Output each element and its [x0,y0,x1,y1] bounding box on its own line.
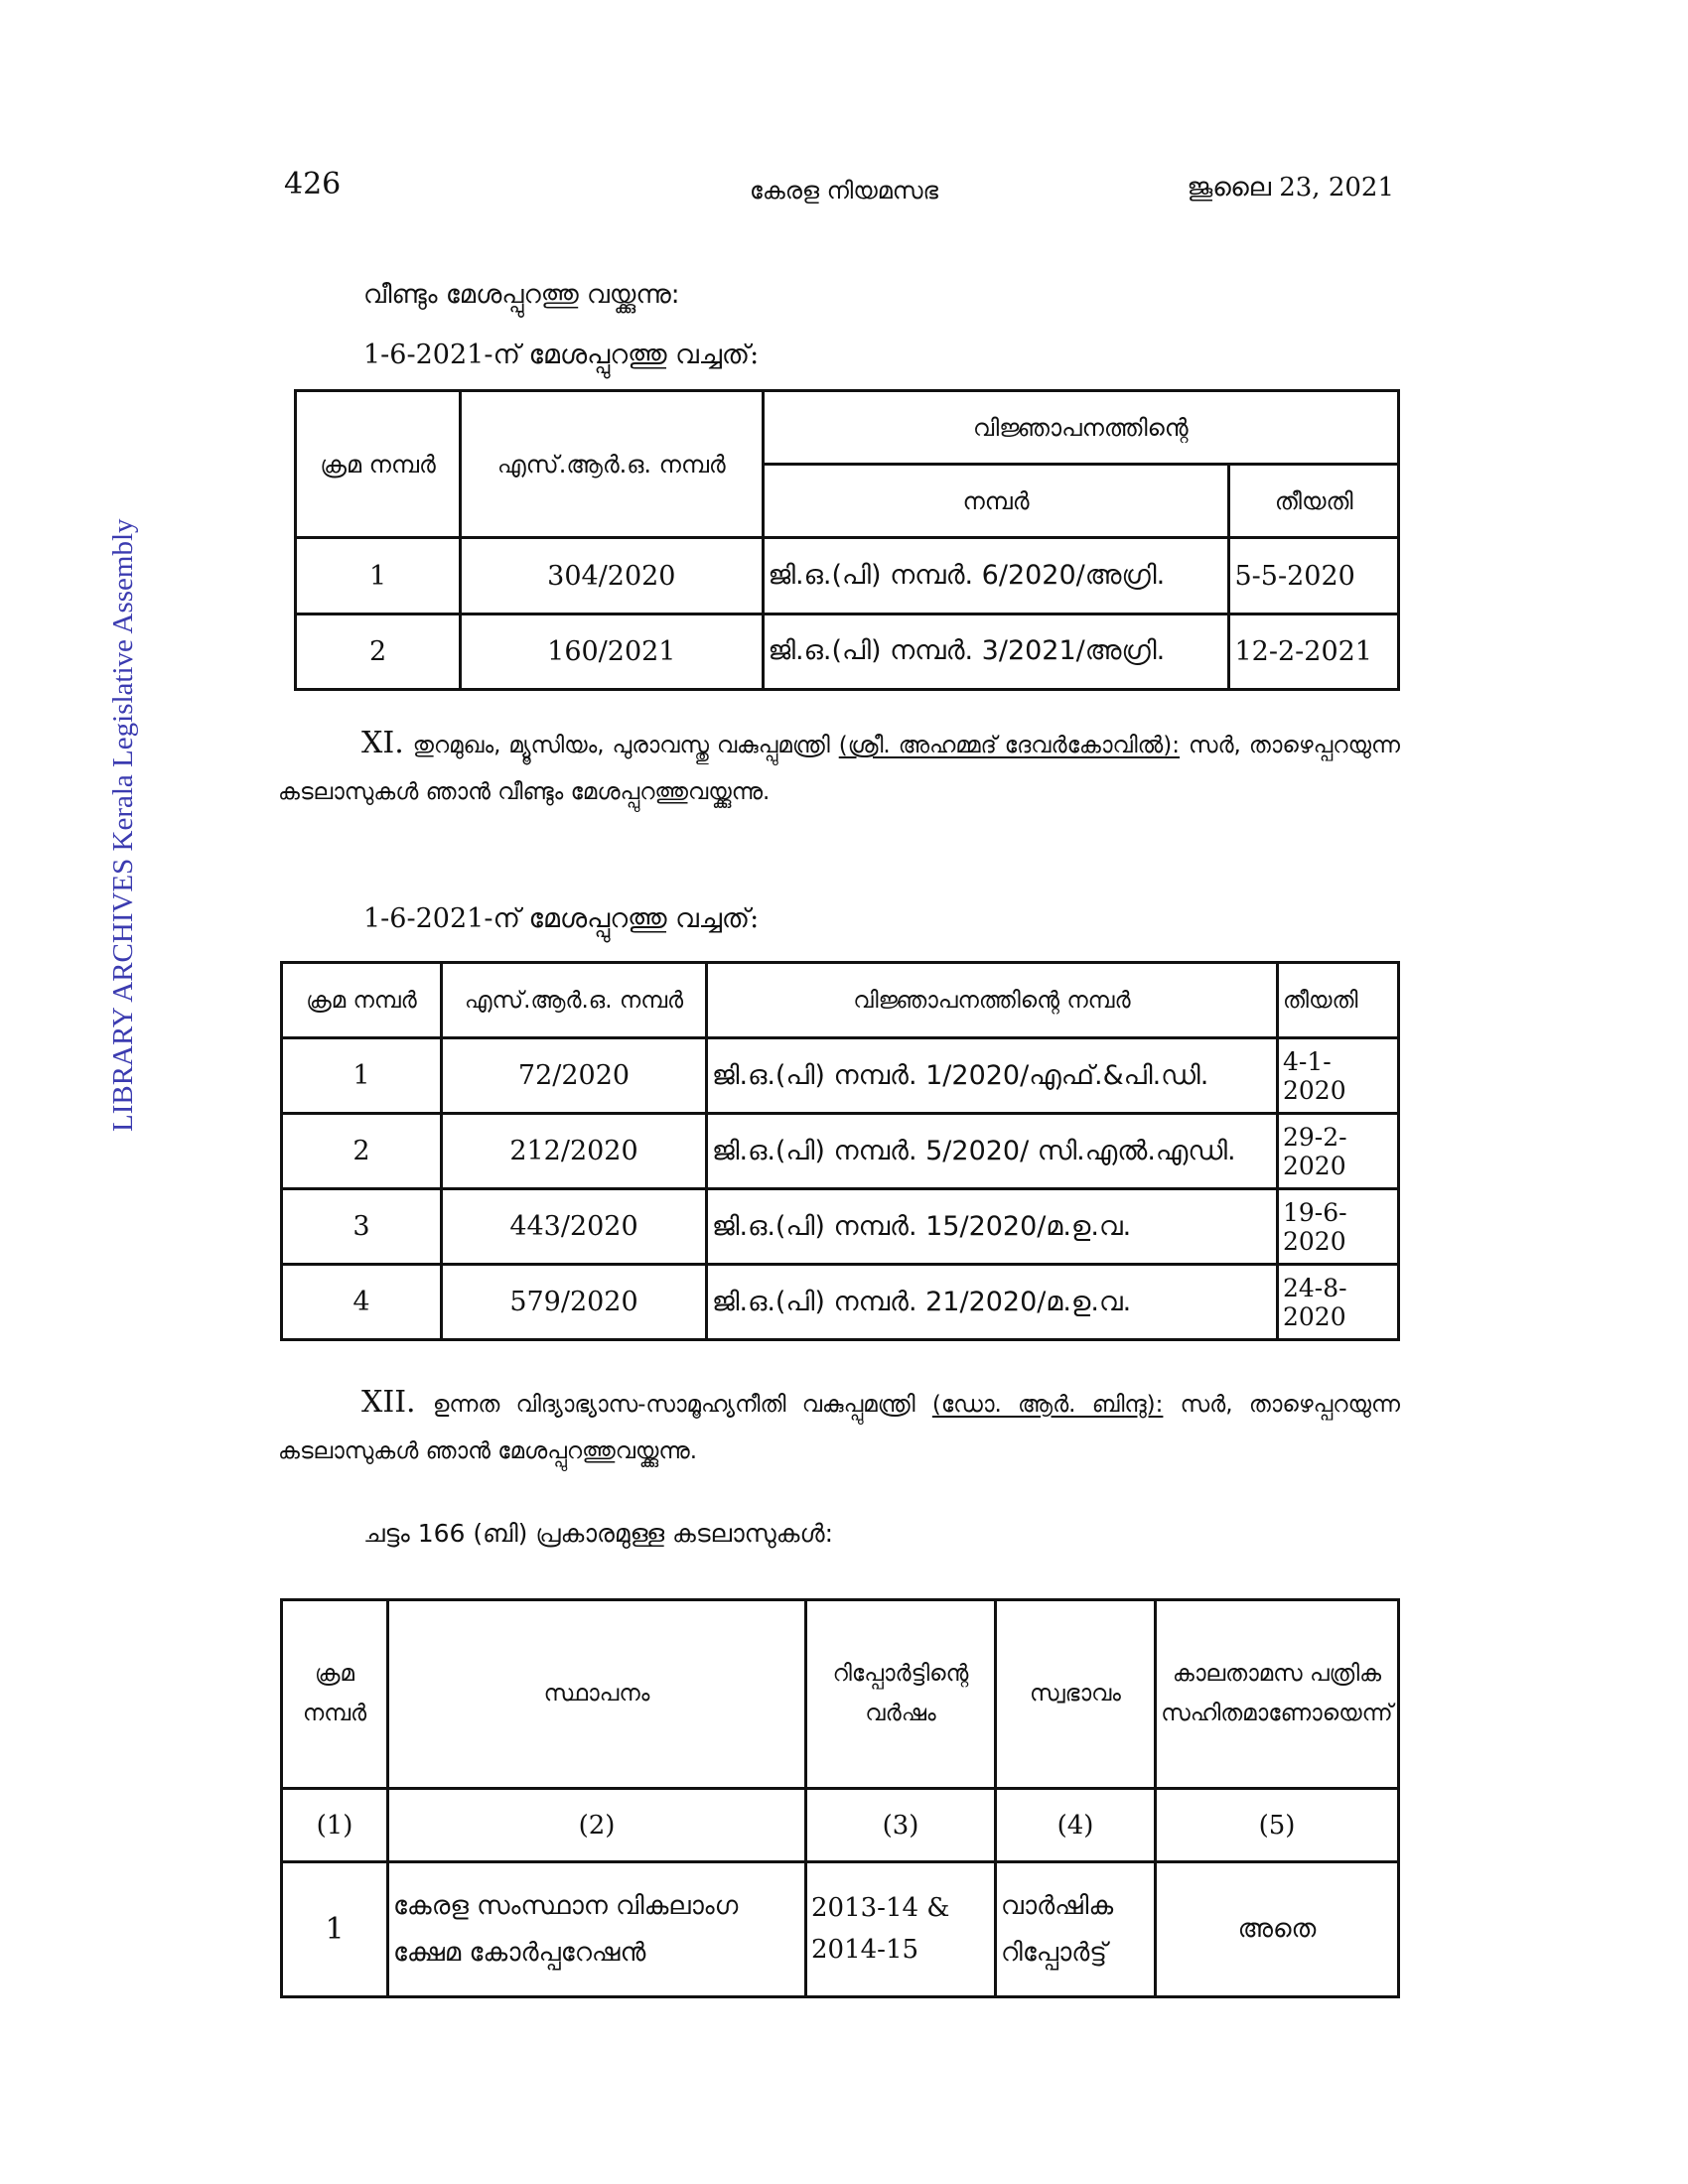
section2-number: XI. [361,726,404,760]
section2-minister: (ശ്രീ. അഹമ്മദ് ദേവർകോവിൽ): [838,733,1181,758]
col2-header: സ്ഥാപനം [388,1600,806,1789]
cell-sro: 579/2020 [442,1265,707,1340]
col-sro-header: എസ്.ആർ.ഒ. നമ്പർ [442,963,707,1038]
section1-intro: വീണ്ടും മേശപ്പുറത്തു വയ്ക്കുന്നു: [363,280,680,310]
col3-index: (3) [806,1789,996,1862]
col3-header: റിപ്പോർട്ടിന്റെ വർഷം [806,1600,996,1789]
section2-ministry: തുറമുഖം, മ്യൂസിയം, പുരാവസ്തു വകുപ്പുമന്ത്രി [412,733,830,758]
col1-header: ക്രമ നമ്പർ [282,1600,388,1789]
cell-institution: കേരള സംസ്ഥാന വികലാംഗ ക്ഷേമ കോർപ്പറേഷൻ [388,1862,806,1997]
section3-minister: (ഡോ. ആർ. ബിന്ദു): [931,1392,1164,1418]
col-serial-header: ക്രമ നമ്പർ [296,391,461,538]
cell-serial: 2 [282,1114,442,1189]
cell-number: ജി.ഒ.(പി) നമ്പർ. 5/2020/ സി.എൽ.എഡി. [707,1114,1278,1189]
table-row [296,614,1399,689]
cell-date: 5-5-2020 [1229,538,1399,614]
table-section3 [280,1598,1400,1998]
cell-sro: 160/2021 [461,614,763,689]
table-section2 [280,961,1400,1341]
cell-sro: 212/2020 [442,1114,707,1189]
cell-sro: 304/2020 [461,538,763,614]
table-row [282,1114,1399,1189]
cell-serial: 1 [282,1038,442,1114]
section3-number: XII. [361,1385,416,1420]
table-row [282,1862,1399,1997]
cell-serial: 1 [282,1862,388,1997]
section3-text: സർ, താഴെപ്പറയുന്ന കടലാസുകൾ ഞാൻ മേശപ്പുറത്തുവയ്ക്കുന്നു. [278,1392,1400,1464]
cell-number: ജി.ഒ.(പി) നമ്പർ. 15/2020/മ.ഉ.വ. [707,1189,1278,1265]
table-row [282,1189,1399,1265]
cell-date: 24-8-2020 [1278,1265,1399,1340]
col5-index: (5) [1156,1789,1399,1862]
table-row [296,538,1399,614]
col5-header: കാലതാമസ പത്രിക സഹിതമാണോയെന്ന് [1156,1600,1399,1789]
cell-number: ജി.ഒ.(പി) നമ്പർ. 1/2020/എഫ്.&പി.ഡി. [707,1038,1278,1114]
table-row [282,1265,1399,1340]
cell-sro: 72/2020 [442,1038,707,1114]
section2-text: സർ, താഴെപ്പറയുന്ന കടലാസുകൾ ഞാൻ വീണ്ടും മേശപ്പുറത്തുവയ്ക്കുന്നു. [278,733,1400,805]
page-header-title: കേരള നിയമസഭ [749,177,939,205]
col2-index: (2) [388,1789,806,1862]
col-notification-header: വിജ്ഞാപനത്തിന്റെ [763,391,1398,465]
cell-year: 2013-14 & 2014-15 [806,1862,996,1997]
cell-date: 19-6-2020 [1278,1189,1399,1265]
table-row [282,1038,1399,1114]
cell-serial: 3 [282,1189,442,1265]
cell-serial: 1 [296,538,461,614]
cell-number: ജി.ഒ.(പി) നമ്പർ. 21/2020/മ.ഉ.വ. [707,1265,1278,1340]
col-notification-header: വിജ്ഞാപനത്തിന്റെ നമ്പർ [707,963,1278,1038]
cell-sro: 443/2020 [442,1189,707,1265]
col4-header: സ്വഭാവം [996,1600,1156,1789]
cell-number: ജി.ഒ.(പി) നമ്പർ. 3/2021/അഗ്രി. [763,614,1229,689]
col-date-header: തീയതി [1278,963,1399,1038]
cell-date: 4-1-2020 [1278,1038,1399,1114]
col1-index: (1) [282,1789,388,1862]
page-number: 426 [284,167,342,202]
table-section1 [294,389,1400,691]
cell-number: ജി.ഒ.(പി) നമ്പർ. 6/2020/അഗ്രി. [763,538,1229,614]
col-serial-header: ക്രമ നമ്പർ [282,963,442,1038]
col-number-header: നമ്പർ [763,465,1229,538]
cell-serial: 2 [296,614,461,689]
archive-watermark: LIBRARY ARCHIVES Kerala Legislative Assembly [107,518,139,1132]
section2-laid-on: 1-6-2021-ന് മേശപ്പുറത്തു വച്ചത്: [363,903,760,934]
cell-nature: വാർഷിക റിപ്പോർട്ട് [996,1862,1156,1997]
section2-paragraph [278,721,1400,815]
col-date-header: തീയതി [1229,465,1399,538]
section3-paragraph [278,1380,1400,1474]
section3-ministry: ഉന്നത വിദ്യാഭ്യാസ-സാമൂഹ്യനീതി വകുപ്പുമന്ത്രി [432,1392,915,1418]
section1-laid-on: 1-6-2021-ന് മേശപ്പുറത്തു വച്ചത്: [363,340,760,370]
cell-date: 29-2-2020 [1278,1114,1399,1189]
cell-delay: അതെ [1156,1862,1399,1997]
page-header-date: ജൂലൈ 23, 2021 [1187,173,1394,203]
col-sro-header: എസ്.ആർ.ഒ. നമ്പർ [461,391,763,538]
cell-date: 12-2-2021 [1229,614,1399,689]
section3-rule: ചട്ടം 166 (ബി) പ്രകാരമുള്ള കടലാസുകൾ: [363,1519,834,1548]
cell-serial: 4 [282,1265,442,1340]
col4-index: (4) [996,1789,1156,1862]
